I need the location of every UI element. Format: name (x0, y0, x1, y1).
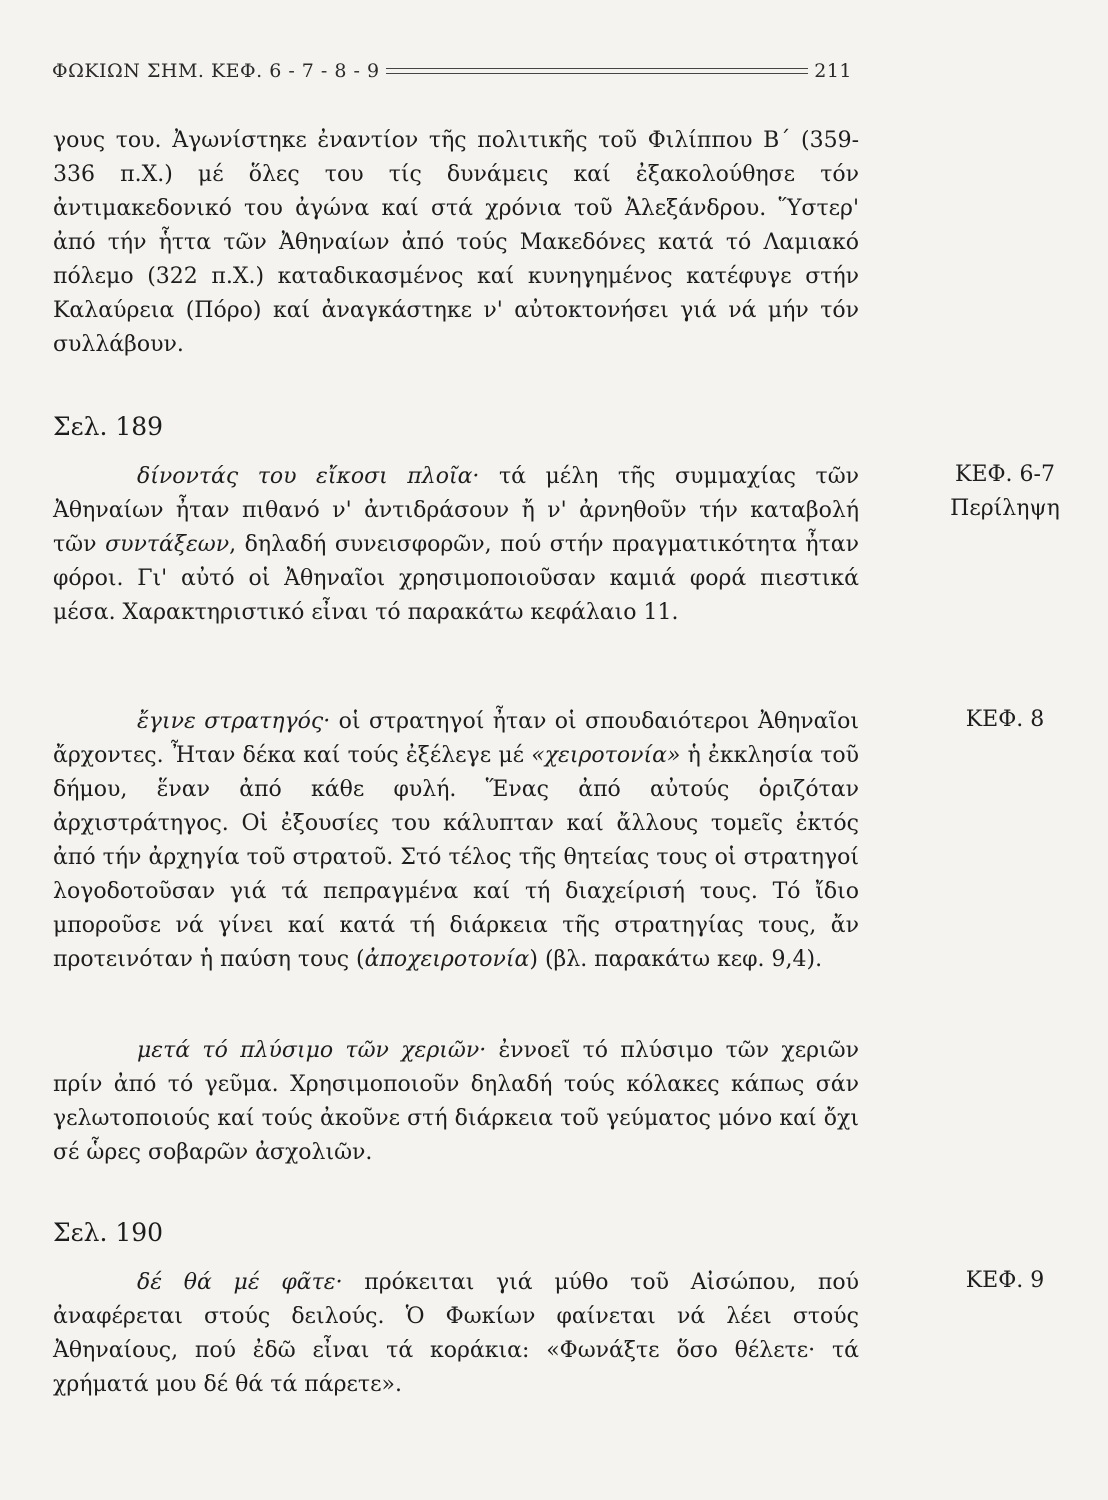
intro-paragraph: γους του. Ἀγωνίστηκε ἐναντίον τῆς πολιτικῆς τοῦ Φιλίππου Β΄ (359-336 π.Χ.) μέ ὅλες του τίς δυνάμεις καί ἐξακολούθησε τόν ἀντιμακεδονικό του ἀγώνα καί στά χρόνια τοῦ Ἀλεξάνδρου. Ὕστερ' ἀπό τήν ἧττα τῶν Ἀθηναίων ἀπό τούς Μακεδόνες κατά τό Λαμιακό πόλεμο (322 π.Χ.) καταδικασμένος καί κυνηγημένος κατέφυγε στήν Καλαύρεια (Πόρο) καί ἀναγκάστηκε ν' αὐτοκτονήσει γιά νά μήν τόν συλλάβουν. (53, 128, 859, 357)
margin-chapter: ΚΕΦ. 8 (965, 707, 1045, 732)
entry-handwashing (53, 1034, 859, 1170)
entry-paragraph (53, 1034, 859, 1170)
margin-chapter: ΚΕΦ. 9 (965, 1268, 1045, 1293)
running-header (52, 60, 852, 82)
entry-strategos (53, 705, 859, 977)
entry-lemma: δίνοντάς του εἴκοσι πλοῖα· (137, 464, 480, 489)
entry-paragraph (53, 460, 859, 630)
entry-ships (53, 460, 859, 630)
entry-text: ἐννοεῖ τό πλύσιμο τῶν χεριῶν πρίν ἀπό τό γεῦμα. Χρησιμοποιοῦν δηλαδή τούς κόλακες κάπως σάν γελωτοποιούς καί τούς ἀκοῦνε στή διάρκεια τοῦ γεύματος μόνο καί ὄχι σέ ὧρες σοβαρῶν ἀσχολιῶν. (53, 1038, 859, 1165)
entry-paragraph (53, 1266, 859, 1402)
intro-paragraph-block (53, 124, 859, 362)
page-number: 211 (814, 60, 852, 82)
entry-lemma: ἔγινε στρατηγός· (137, 709, 331, 734)
entry-italic-term-2: ἀποχειροτονία (364, 947, 530, 972)
entry-text-cont: , δηλαδή συνεισφορῶν, πού στήν πραγματικότητα ἦταν φόροι. Γι' αὐτό οἱ Ἀθηναῖοι χρησιμοποιοῦσαν καμιά φορά πιεστικά μέσα. Χαρακτηριστικό εἶναι τό παρακάτω κεφάλαιο 11. (53, 532, 859, 625)
section-heading-190: Σελ. 190 (53, 1218, 164, 1247)
margin-note-kef-8 (930, 703, 1080, 737)
entry-lemma: δέ θά μέ φᾶτε· (137, 1270, 343, 1295)
entry-text-end: ) (βλ. παρακάτω κεφ. 9,4). (529, 947, 823, 972)
entry-text: οἱ στρατηγοί ἦταν οἱ σπουδαιότεροι Ἀθηναῖοι ἄρχοντες. Ἦταν δέκα καί τούς ἐξέλεγε μέ (53, 709, 859, 768)
margin-summary: Περίληψη (950, 496, 1060, 521)
entry-text: τά μέλη τῆς συμμαχίας τῶν Ἀθηναίων ἦταν πιθανό ν' ἀντιδράσουν ἤ ν' ἀρνηθοῦν τήν καταβολή τῶν (53, 464, 860, 557)
entry-italic-term: συντάξεων (105, 532, 230, 557)
margin-note-kef-6-7 (930, 458, 1080, 526)
entry-lemma: μετά τό πλύσιμο τῶν χεριῶν· (137, 1038, 487, 1063)
section-heading-189: Σελ. 189 (53, 412, 164, 441)
entry-text-cont: ἡ ἐκκλησία τοῦ δήμου, ἕναν ἀπό κάθε φυλή. Ἕνας ἀπό αὐτούς ὁριζόταν ἀρχιστράτηγος. Οἱ ἐξουσίες του κάλυπταν καί ἄλλους τομεῖς ἐκτός ἀπό τήν ἀρχηγία τοῦ στρατοῦ. Στό τέλος τῆς θητείας τους οἱ στρατηγοί λογοδοτοῦσαν γιά τά πεπραγμένα καί τή διαχείρισή τους. Τό ἴδιο μποροῦσε νά γίνει καί κατά τή διάρκεια τῆς στρατηγίας τους, ἄν προτεινόταν ἡ παύση τους ( (53, 743, 859, 972)
header-rule (386, 68, 809, 74)
entry-italic-term: «χειροτονία» (531, 743, 681, 768)
entry-aesop (53, 1266, 859, 1402)
entry-text: πρόκειται γιά μύθο τοῦ Αἰσώπου, πού ἀναφέρεται στούς δειλούς. Ὁ Φωκίων φαίνεται νά λέει στούς Ἀθηναίους, πού ἐδῶ εἶναι τά κοράκια: «Φωνάξτε ὅσο θέλετε· τά χρήματά μου δέ θά τά πάρετε». (53, 1270, 860, 1397)
entry-paragraph (53, 705, 859, 977)
margin-chapter: ΚΕΦ. 6-7 (955, 462, 1055, 487)
header-title: ΦΩΚΙΩΝ ΣΗΜ. ΚΕΦ. 6 - 7 - 8 - 9 (52, 60, 380, 82)
margin-note-kef-9 (930, 1264, 1080, 1298)
